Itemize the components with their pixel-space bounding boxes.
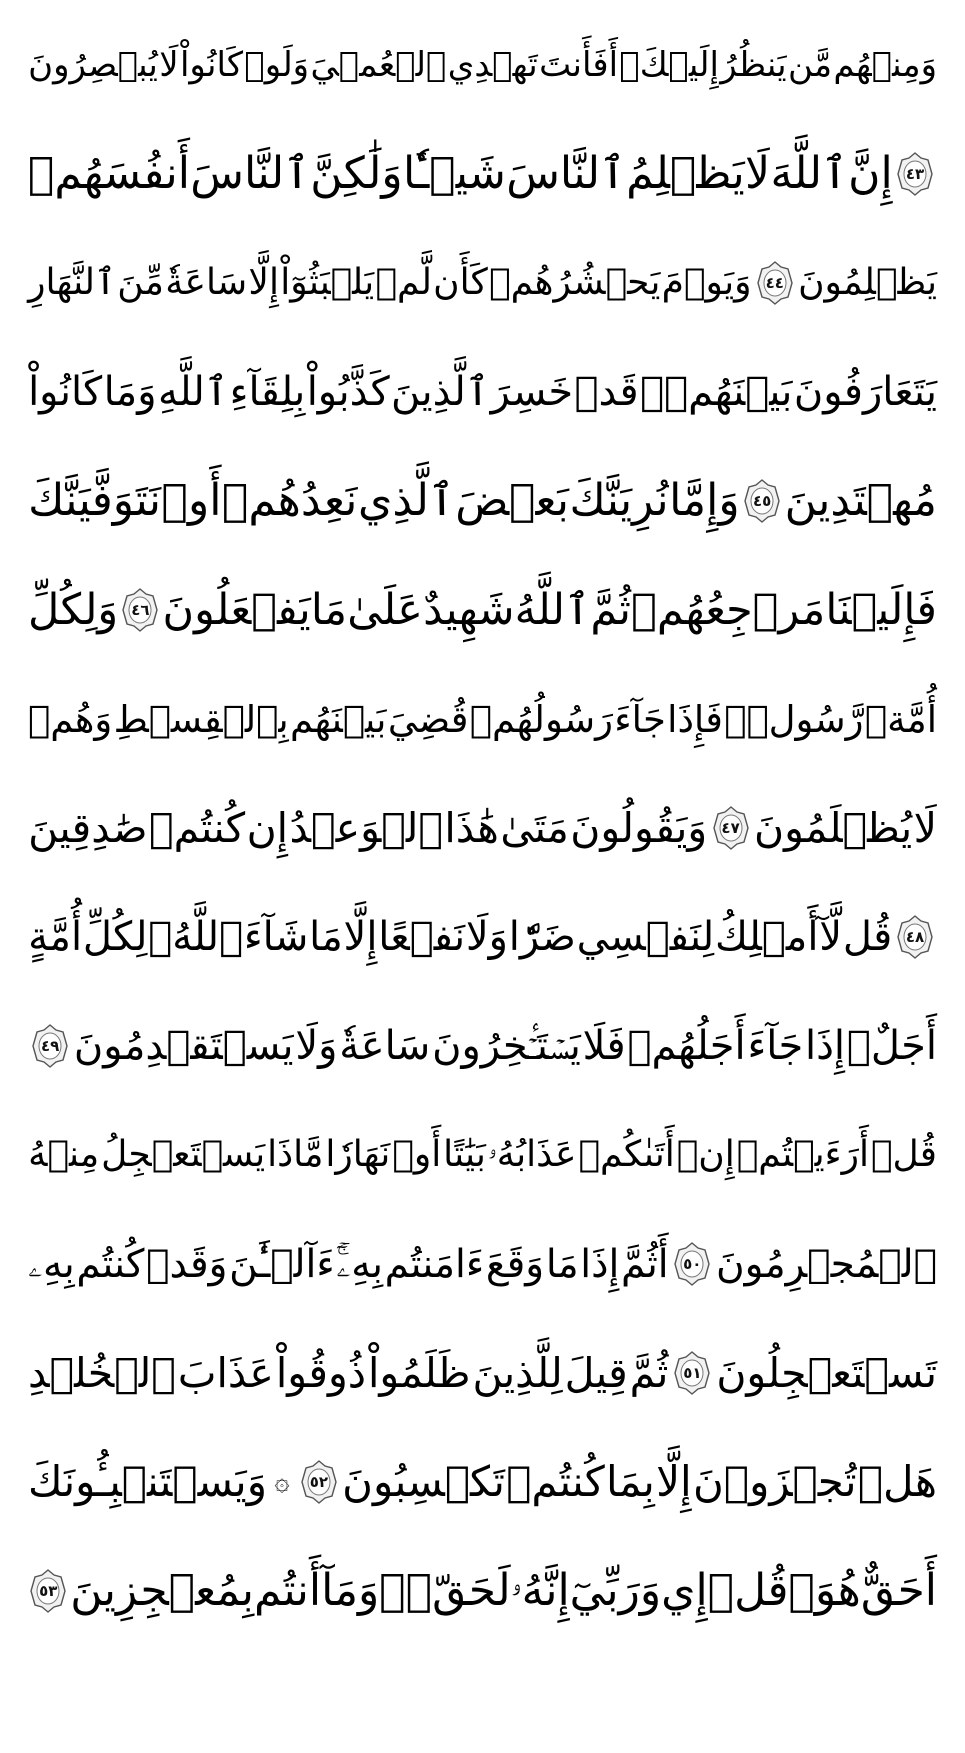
verse-word: وَيَقُولُونَ <box>570 803 708 852</box>
verse-word: يَلۡبَثُوٓاْ <box>280 262 375 303</box>
verse-word: لَّآ <box>819 914 843 960</box>
rub-el-hizb-icon: ۞ <box>274 1467 290 1497</box>
verse-word: يَظۡلِمُونَ <box>798 262 937 303</box>
verse-word: ٱلَّذِينَ <box>391 369 490 415</box>
verse-word: بِهِۦ <box>28 1241 75 1287</box>
ayah-number: ٥٣ <box>39 1581 58 1600</box>
ayah-number: ٤٨ <box>905 927 925 946</box>
verse-word: أَحَقٌّ <box>860 1565 937 1616</box>
verse-word: بِمَا <box>606 1457 655 1506</box>
verse-word: جَآءَ <box>747 1023 804 1069</box>
verse-word: فَإِذَا <box>667 697 723 741</box>
verse-word: رَّسُولٞۖ <box>724 697 864 741</box>
verse-word: نَعِدُهُمۡ <box>221 475 358 526</box>
verse-word: وَلِكُلِّ <box>28 584 119 635</box>
verse-word: ٱللَّهُ <box>514 584 591 635</box>
quran-line <box>28 1432 937 1532</box>
verse-word: بِٱلۡقِسۡطِ <box>113 697 289 741</box>
verse-word: وَرَبِّيٓ <box>569 1565 662 1616</box>
verse-word: قِيلَ <box>564 1348 628 1397</box>
line-content <box>28 697 937 741</box>
verse-word: إِنَّ <box>848 148 893 199</box>
verse-word: إِذَا <box>580 1241 620 1287</box>
verse-word: ٱلۡخُلۡدِ <box>28 1348 176 1397</box>
verse-word: كَأَن <box>433 262 488 303</box>
quran-line <box>28 451 937 551</box>
verse-word: أَوۡ <box>392 1134 442 1175</box>
verse-word: تُجۡزَوۡنَ <box>693 1457 857 1506</box>
verse-word: قُلۡ <box>707 1565 789 1616</box>
verse-word: يَسۡتَقۡدِمُونَ <box>73 1023 294 1069</box>
verse-word: يَسۡتَـٔۡخِرُونَ <box>432 1023 581 1069</box>
verse-word: وَقَدۡ <box>146 1241 228 1287</box>
verse-word: مَرۡجِعُهُمۡ <box>631 584 826 635</box>
line-content <box>28 1242 937 1286</box>
verse-word: فَلَا <box>582 1023 626 1069</box>
quran-line <box>28 669 937 769</box>
verse-word: لِكُلِّ <box>82 914 148 960</box>
verse-word: لَا <box>159 45 179 85</box>
verse-word: مِنۡهُ <box>28 1134 100 1175</box>
verse-word: إِلَّا <box>656 1457 692 1506</box>
verse-word: شَهِيدٌ <box>423 584 515 635</box>
verse-word: وَمِنۡهُم <box>833 45 937 85</box>
line-content <box>28 1024 937 1068</box>
quran-line <box>28 560 937 660</box>
quran-line <box>28 1541 937 1641</box>
line-content <box>28 915 937 959</box>
verse-word: وَلَوۡ <box>244 45 310 85</box>
verse-word: بَعۡضَ <box>455 475 569 526</box>
verse-word: نَفۡعًا <box>378 914 466 960</box>
quran-line <box>28 342 937 442</box>
line-content <box>28 45 937 85</box>
line-content <box>28 261 937 305</box>
verse-word: كُنتُم <box>76 1241 145 1287</box>
verse-word: ضَرّٗا <box>508 914 576 960</box>
line-content <box>28 369 937 415</box>
verse-word: وَمَا <box>103 369 157 415</box>
verse-word: وَلَا <box>295 1023 338 1069</box>
verse-word: هَٰذَا <box>444 803 499 852</box>
verse-word: أَجَلُهُمۡ <box>627 1023 746 1069</box>
ayah-number: ٤٤ <box>765 273 784 292</box>
verse-word: يَحۡشُرُهُمۡ <box>488 262 661 303</box>
ayah-number: ٤٥ <box>752 491 772 510</box>
verse-word: عَذَابَ <box>177 1348 274 1397</box>
line-content <box>28 1348 937 1397</box>
verse-word: قَدۡ <box>574 369 639 415</box>
line-content <box>28 475 937 526</box>
line-content <box>28 584 937 635</box>
verse-word: أَمۡلِكُ <box>714 914 819 960</box>
verse-word: كَذَّبُواْ <box>306 369 390 415</box>
verse-word: إِذَا <box>805 1023 846 1069</box>
verse-word: أَفَأَنتَ <box>539 45 619 85</box>
line-content <box>28 148 937 199</box>
verse-word: كَانُواْ <box>28 369 103 415</box>
quran-line <box>28 1323 937 1423</box>
verse-word: مَّاذَا <box>267 1134 324 1175</box>
verse-word: رَسُولُهُمۡ <box>469 697 613 741</box>
verse-word: يَنظُرُ <box>720 45 787 85</box>
ayah-number-marker <box>301 1460 337 1504</box>
quran-line <box>28 124 937 224</box>
verse-word: ٱلۡمُجۡرِمُونَ <box>715 1241 937 1287</box>
verse-word: يَظۡلِمُ <box>626 148 745 199</box>
quran-line <box>28 1214 937 1314</box>
verse-word: قُضِيَ <box>387 697 469 741</box>
verse-word: إِلَيۡكَۚ <box>619 45 719 85</box>
verse-word: ٱللَّهَ <box>770 148 848 199</box>
verse-word: ٱللَّهُۗ <box>148 914 244 960</box>
verse-word: لَا <box>913 803 937 852</box>
quran-line <box>28 1105 937 1205</box>
quran-line <box>28 233 937 333</box>
verse-word: مَّن <box>787 45 833 85</box>
verse-word: يَتَعَارَفُونَ <box>793 369 937 415</box>
verse-word: هُوَۖ <box>788 1565 861 1616</box>
verse-word: إِنَّهُۥ <box>510 1565 570 1616</box>
verse-word: إِي <box>661 1565 708 1616</box>
verse-word: كَانُواْ <box>179 45 244 85</box>
ayah-number: ٥٢ <box>309 1472 328 1491</box>
verse-word: كُنتُمۡ <box>506 1457 605 1506</box>
verse-word: ٱلنَّهَارِ <box>28 262 117 303</box>
ayah-number-marker <box>674 1242 710 1286</box>
verse-word: أَنفُسَهُمۡ <box>28 148 190 199</box>
verse-word: إِلَّا <box>248 262 279 303</box>
verse-word: أَثُمَّ <box>620 1241 669 1287</box>
verse-word: بَيَٰتًا <box>443 1134 486 1175</box>
verse-word: لِلَّذِينَ <box>472 1348 563 1397</box>
verse-word: عَذَابُهُۥ <box>487 1134 577 1175</box>
verse-word: نُرِيَنَّكَ <box>569 475 669 526</box>
ayah-number: ٤٧ <box>721 818 740 837</box>
verse-word: لِنَفۡسِي <box>576 914 715 960</box>
verse-word: أَتَىٰكُمۡ <box>578 1134 675 1175</box>
verse-word: إِنۡ <box>676 1134 735 1175</box>
verse-word: وَإِمَّا <box>669 475 740 526</box>
verse-word: مُهۡتَدِينَ <box>784 475 937 526</box>
verse-word: يَفۡعَلُونَ <box>162 584 311 635</box>
verse-word: بَيۡنَهُمۡۚ <box>640 369 793 415</box>
verse-word: وَلَٰكِنَّ <box>310 148 403 199</box>
ayah-number: ٤٣ <box>905 164 925 183</box>
verse-word: يُبۡصِرُونَ <box>28 45 158 85</box>
verse-word: يَسۡتَعۡجِلُ <box>101 1134 266 1175</box>
ayah-number-marker <box>713 806 749 850</box>
verse-word: كُنتُمۡ <box>149 803 246 852</box>
verse-word: صَٰدِقِينَ <box>28 803 148 852</box>
verse-word: أُمَّةٖ <box>864 697 937 741</box>
verse-word: ٱلنَّاسَ <box>190 148 310 199</box>
ayah-number-marker <box>30 1569 66 1613</box>
verse-word: ثُمَّ <box>590 584 631 635</box>
verse-word: شَيۡـٔٗا <box>403 148 506 199</box>
ayah-number: ٥٠ <box>683 1254 702 1273</box>
ayah-number-marker <box>757 261 793 305</box>
verse-word: هَلۡ <box>857 1457 937 1506</box>
verse-word: عَلَىٰ <box>347 584 423 635</box>
verse-word: ٱلۡوَعۡدُ <box>289 803 443 852</box>
verse-word: مَا <box>545 1241 579 1287</box>
ayah-number: ٤٦ <box>131 600 150 619</box>
verse-word: وَهُمۡ <box>28 697 113 741</box>
verse-word: مِّنَ <box>117 262 164 303</box>
quran-line <box>28 996 937 1096</box>
verse-word: أَرَءَيۡتُمۡ <box>736 1134 869 1175</box>
verse-word: إِن <box>246 803 289 852</box>
ayah-number: ٤٩ <box>40 1036 60 1055</box>
line-content <box>28 1565 937 1616</box>
ayah-number-marker <box>897 915 933 959</box>
verse-word: بِمُعۡجِزِينَ <box>70 1565 255 1616</box>
verse-word: ذُوقُواْ <box>275 1348 367 1397</box>
ayah-number-marker <box>122 588 158 632</box>
verse-word: مَا <box>309 914 343 960</box>
verse-word: قُل <box>842 914 893 960</box>
quran-line <box>28 887 937 987</box>
verse-word: إِلَّا <box>343 914 378 960</box>
verse-word: بَيۡنَهُم <box>289 697 387 741</box>
ayah-number-marker <box>32 1024 68 1068</box>
verse-word: ٱلَّذِي <box>357 475 455 526</box>
verse-word: سَاعَةٗ <box>165 262 248 303</box>
ayah-number-marker <box>744 479 780 523</box>
verse-word: أَنتُم <box>254 1565 322 1616</box>
verse-word: ظَلَمُواْ <box>368 1348 471 1397</box>
verse-word: وَقَعَ <box>485 1241 545 1287</box>
verse-word: لَّمۡ <box>375 262 432 303</box>
ayah-number: ٥١ <box>683 1363 702 1382</box>
verse-word: تَهۡدِي <box>447 45 538 85</box>
verse-word: سَاعَةٗ <box>339 1023 431 1069</box>
verse-word: ٱللَّهِ <box>157 369 229 415</box>
verse-word: ءَامَنتُم <box>384 1241 485 1287</box>
verse-word: قُلۡ <box>870 1134 937 1175</box>
verse-word: خَسِرَ <box>490 369 574 415</box>
verse-word: بِهِۦٓۚ <box>336 1241 383 1287</box>
verse-word: ءَآلۡـَٰٔنَ <box>229 1241 335 1287</box>
verse-word: وَيَسۡتَنۢبِـُٔونَكَ <box>28 1457 268 1506</box>
verse-word: تَكۡسِبُونَ <box>342 1457 505 1506</box>
verse-word: نَتَوَفَّيَنَّكَ <box>28 475 162 526</box>
verse-word: ٱلنَّاسَ <box>506 148 626 199</box>
verse-word: فَإِلَيۡنَا <box>825 584 937 635</box>
verse-word: وَمَآ <box>321 1565 380 1616</box>
verse-word: لَا <box>745 148 771 199</box>
verse-word: نَهَارٗا <box>325 1134 391 1175</box>
line-content <box>28 803 937 852</box>
verse-word: وَيَوۡمَ <box>661 262 752 303</box>
line-content <box>28 1134 937 1175</box>
quran-line <box>28 15 937 115</box>
verse-word: لَحَقّٞۖ <box>379 1565 511 1616</box>
line-content <box>28 1457 937 1506</box>
verse-word: شَآءَ <box>243 914 309 960</box>
verse-word: تَسۡتَعۡجِلُونَ <box>716 1348 937 1397</box>
verse-word: ٱلۡعُمۡيَ <box>310 45 447 85</box>
verse-word: أَجَلٌۚ <box>846 1023 937 1069</box>
verse-word: مَتَىٰ <box>500 803 569 852</box>
verse-word: بِلِقَآءِ <box>229 369 306 415</box>
verse-word: أَوۡ <box>161 475 222 526</box>
verse-word: وَلَا <box>465 914 508 960</box>
verse-word: ثُمَّ <box>629 1348 669 1397</box>
ayah-number-marker <box>674 1351 710 1395</box>
verse-word: جَآءَ <box>614 697 666 741</box>
verse-word: أُمَّةٍ <box>28 914 83 960</box>
verse-word: يُظۡلَمُونَ <box>753 803 913 852</box>
ayah-number-marker <box>897 152 933 196</box>
quran-line <box>28 778 937 878</box>
verse-word: مَا <box>310 584 348 635</box>
